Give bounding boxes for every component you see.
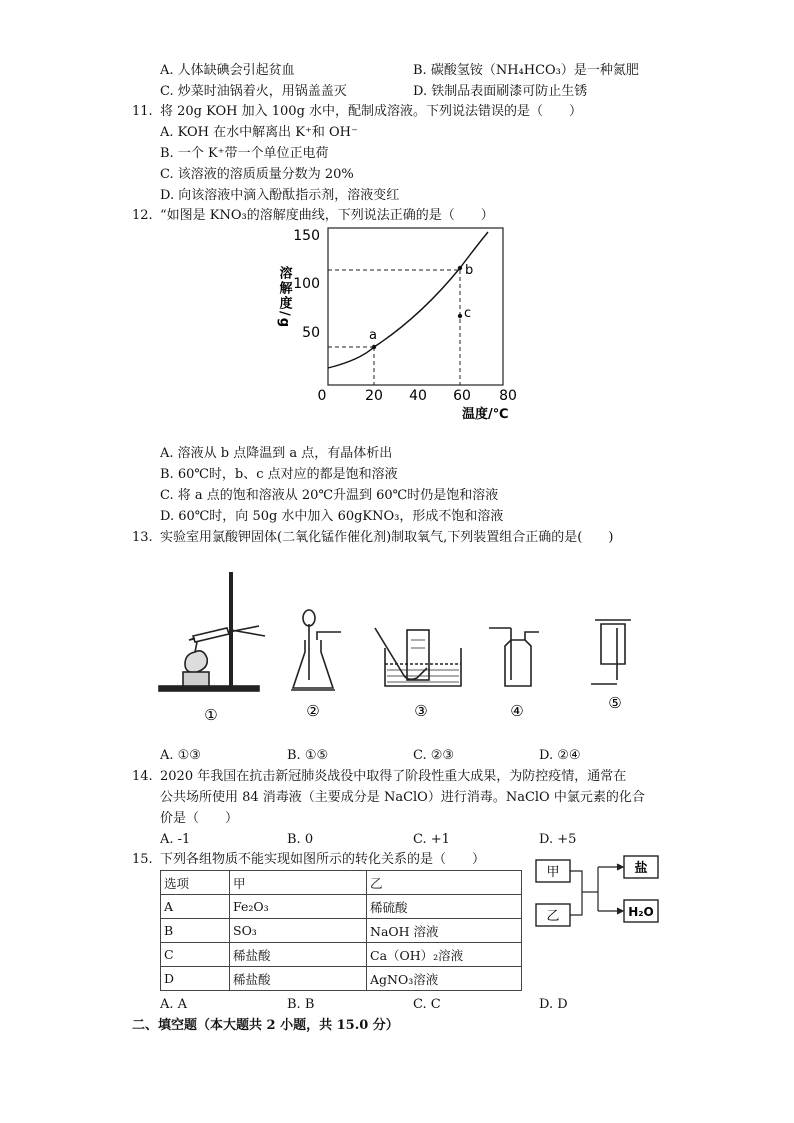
q14-line-2: 公共场所使用 84 消毒液（主要成分是 NaClO）进行消毒。NaClO 中氯元素的化合 xyxy=(160,790,645,805)
section-2-heading: 二、填空题（本大题共 2 小题，共 15.0 分） xyxy=(132,1018,399,1033)
box-water-text: H₂O xyxy=(628,905,654,919)
q14-option-d: D. +5 xyxy=(539,832,577,847)
q10-option-b: B. 碳酸氢铵（NH₄HCO₃）是一种氮肥 xyxy=(413,63,639,78)
kno3-solubility-graph xyxy=(270,222,530,424)
solubility-curve xyxy=(328,232,488,368)
q13-option-b: B. ①⑤ xyxy=(287,748,329,763)
q10-option-c: C. 炒菜时油锅着火，用锅盖盖灭 xyxy=(160,84,347,99)
xtick-60: 60 xyxy=(453,388,471,404)
q15-option-c: C. C xyxy=(413,997,441,1012)
table-cell: B xyxy=(161,919,230,943)
apparatus-label-1: ① xyxy=(204,706,218,724)
q12-option-d: D. 60℃时，向 50g 水中加入 60gKNO₃，形成不饱和溶液 xyxy=(160,509,504,524)
q13-option-d: D. ②④ xyxy=(539,748,581,763)
conversion-diagram xyxy=(530,852,665,932)
label-b: b xyxy=(465,263,474,278)
ytick-100: 100 xyxy=(293,276,320,292)
apparatus-2-flask xyxy=(291,610,341,690)
q13-option-a: A. ①③ xyxy=(160,748,201,763)
graph-ylabel: 溶解度/g xyxy=(276,266,292,330)
q11-number: 11. xyxy=(132,104,153,119)
table-cell: NaOH 溶液 xyxy=(367,919,522,943)
ytick-150: 150 xyxy=(293,228,320,244)
box-yi-text: 乙 xyxy=(546,909,560,924)
q10-option-a: A. 人体缺碘会引起贫血 xyxy=(160,63,295,78)
apparatus-label-5: ⑤ xyxy=(608,694,622,712)
xtick-20: 20 xyxy=(365,388,383,404)
q15-option-b: B. B xyxy=(287,997,315,1012)
table-cell: 稀盐酸 xyxy=(230,943,367,967)
table-header-row xyxy=(161,871,522,895)
table-cell: Fe₂O₃ xyxy=(230,895,367,919)
xtick-0: 0 xyxy=(317,388,327,404)
q13-option-c: C. ②③ xyxy=(413,748,455,763)
table-row xyxy=(161,919,522,943)
q14-option-c: C. +1 xyxy=(413,832,450,847)
q14-option-a: A. -1 xyxy=(160,832,191,847)
xtick-40: 40 xyxy=(409,388,427,404)
table-header-cell: 选项 xyxy=(161,871,230,895)
q12-option-a: A. 溶液从 b 点降温到 a 点，有晶体析出 xyxy=(160,446,393,461)
q13-number: 13. xyxy=(132,530,153,545)
table-cell: 稀硫酸 xyxy=(367,895,522,919)
q11-stem: 将 20g KOH 加入 100g 水中，配制成溶液。下列说法错误的是（ ） xyxy=(160,104,583,119)
apparatus-label-2: ② xyxy=(306,702,320,720)
table-cell: 稀盐酸 xyxy=(230,967,367,991)
label-a: a xyxy=(369,328,377,343)
apparatus-1-heating xyxy=(159,572,265,691)
graph-xlabel: 温度/℃ xyxy=(462,407,509,422)
table-cell: AgNO₃溶液 xyxy=(367,967,522,991)
q12-stem: “如图是 KNO₃的溶解度曲线，下列说法正确的是（ ） xyxy=(160,208,494,223)
box-jia-text: 甲 xyxy=(546,865,560,880)
table-header-cell: 乙 xyxy=(367,871,522,895)
q15-number: 15. xyxy=(132,852,153,867)
q11-option-c: C. 该溶液的溶质质量分数为 20% xyxy=(160,167,354,182)
q14-number: 14. xyxy=(132,769,153,784)
apparatus-label-3: ③ xyxy=(414,702,428,720)
q12-option-b: B. 60℃时，b、c 点对应的都是饱和溶液 xyxy=(160,467,398,482)
table-row xyxy=(161,943,522,967)
q12-option-c: C. 将 a 点的饱和溶液从 20℃升温到 60℃时仍是饱和溶液 xyxy=(160,488,499,503)
point-b xyxy=(458,266,462,270)
table-cell: SO₃ xyxy=(230,919,367,943)
q12-number: 12. xyxy=(132,208,153,223)
ytick-50: 50 xyxy=(302,325,320,341)
box-salt-text: 盐 xyxy=(634,861,648,876)
table-cell: C xyxy=(161,943,230,967)
q14-option-b: B. 0 xyxy=(287,832,314,847)
table-cell: Ca（OH）₂溶液 xyxy=(367,943,522,967)
q14-line-1: 2020 年我国在抗击新冠肺炎战役中取得了阶段性重大成果，为防控疫情，通常在 xyxy=(160,769,627,784)
q11-option-a: A. KOH 在水中解离出 K⁺和 OH⁻ xyxy=(160,125,358,140)
table-row xyxy=(161,895,522,919)
apparatus-3-water-trough xyxy=(375,628,461,686)
apparatus-label-4: ④ xyxy=(510,702,524,720)
q15-options-table xyxy=(160,870,522,991)
connector-lines xyxy=(570,864,623,915)
table-row xyxy=(161,967,522,991)
xtick-80: 80 xyxy=(499,388,517,404)
q10-option-d: D. 铁制品表面刷漆可防止生锈 xyxy=(413,84,588,99)
label-c: c xyxy=(464,306,472,321)
q11-option-d: D. 向该溶液中滴入酚酞指示剂，溶液变红 xyxy=(160,188,400,203)
q15-stem: 下列各组物质不能实现如图所示的转化关系的是（ ） xyxy=(160,852,486,867)
q13-stem: 实验室用氯酸钾固体(二氧化锰作催化剂)制取氧气,下列装置组合正确的是( ) xyxy=(160,530,614,545)
table-header-cell: 甲 xyxy=(230,871,367,895)
lab-apparatus-figure xyxy=(155,568,645,728)
q11-option-b: B. 一个 K⁺带一个单位正电荷 xyxy=(160,146,329,161)
q15-option-d: D. D xyxy=(539,997,568,1012)
apparatus-4-gas-bottle xyxy=(489,628,539,686)
q15-option-a: A. A xyxy=(160,997,188,1012)
apparatus-5-inverted-bottle xyxy=(591,620,631,684)
point-a xyxy=(372,345,376,349)
q14-line-3: 价是（ ） xyxy=(160,811,239,826)
table-cell: A xyxy=(161,895,230,919)
point-c xyxy=(458,314,462,318)
graph-frame xyxy=(328,228,503,385)
table-cell: D xyxy=(161,967,230,991)
